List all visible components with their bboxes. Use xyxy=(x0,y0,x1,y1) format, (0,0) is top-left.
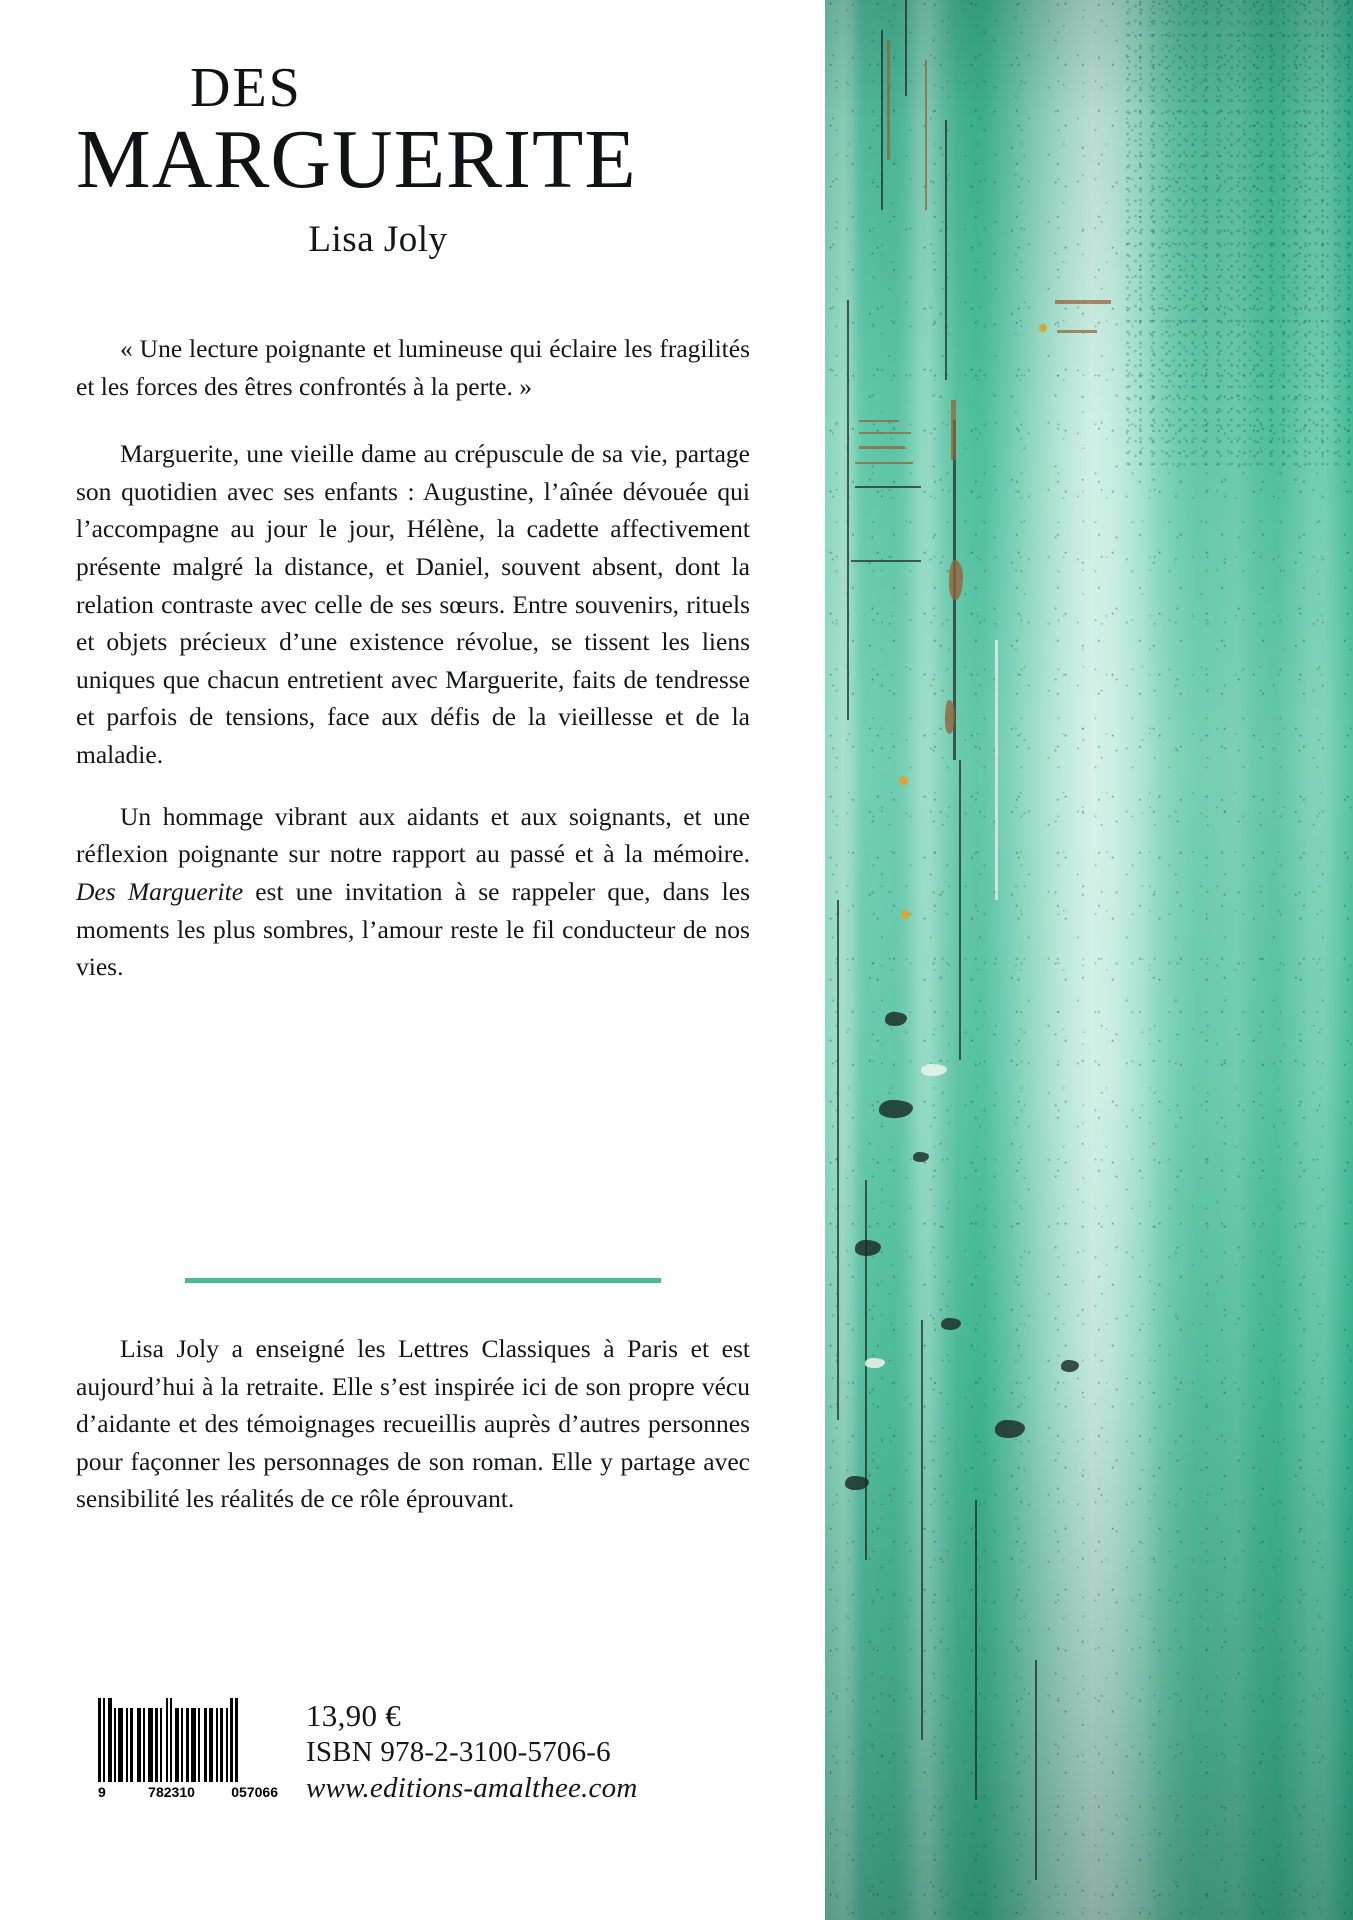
section-divider xyxy=(185,1278,661,1283)
artwork-scratch xyxy=(887,40,890,160)
publisher-website: www.editions-amalthee.com xyxy=(306,1771,638,1804)
artwork-scratch xyxy=(859,420,899,422)
cover-artwork-panel xyxy=(825,0,1353,1920)
artwork-scratch xyxy=(1055,300,1111,304)
artwork-gold-speck xyxy=(1039,324,1047,332)
title-block xyxy=(76,57,756,206)
artwork-scratch xyxy=(975,1500,977,1800)
barcode-lead-digit: 9 xyxy=(98,1784,106,1800)
barcode-bars xyxy=(98,1698,280,1782)
artwork-scratch xyxy=(859,446,905,449)
book-title-line-2: MARGUERITE xyxy=(76,113,637,206)
artwork-scratch xyxy=(837,900,839,1420)
footer-block xyxy=(98,1698,738,1848)
artwork-scratch xyxy=(847,300,849,720)
press-quote: « Une lecture poignante et lumineuse qui éclaire les fragilités et les forces des êtres confrontés à la perte. » xyxy=(76,334,750,401)
synopsis-paragraph-2 xyxy=(76,798,750,986)
barcode xyxy=(98,1698,280,1800)
barcode-digits-right: 057066 xyxy=(231,1784,278,1800)
artwork-scratch xyxy=(951,400,956,460)
artwork-gold-speck xyxy=(901,910,910,919)
artwork-scratch xyxy=(959,760,961,1060)
inline-book-title: Des Marguerite xyxy=(76,876,244,906)
author-bio-area xyxy=(76,1330,750,1518)
artwork-scratch xyxy=(855,462,913,464)
price-label: 13,90 € xyxy=(306,1698,402,1733)
book-title-line-1: DES xyxy=(190,57,302,119)
artwork-scratch xyxy=(855,486,921,488)
blurb-area xyxy=(76,330,750,986)
artwork-gold-speck xyxy=(899,776,908,785)
artwork-scratch xyxy=(925,60,927,210)
artwork-scratch xyxy=(859,432,911,434)
artwork-scratch xyxy=(921,1320,923,1740)
artwork-scratch xyxy=(1035,1660,1037,1880)
synopsis-paragraph-1: Marguerite, une vieille dame au crépuscule de sa vie, partage son quotidien avec ses enfants : Augustine, l’aînée dévouée qui l’accompagne au jour le jour, Hélène, la cadette affectivement présente malgré la distance, et Daniel, souvent absent, dont la relation contraste avec celle de ses sœurs. Entre souvenirs, rituels et objets précieux d’une existence révolue, se tissent les liens uniques que chacun entretient avec Marguerite, faits de tendresse et parfois de tensions, face aux défis de la vieillesse et de la maladie. xyxy=(76,439,750,770)
artwork-scratch xyxy=(995,640,998,900)
artwork-scratch xyxy=(945,120,947,380)
artwork-scratch xyxy=(1057,330,1097,333)
artwork-scratch xyxy=(881,30,883,210)
author-biography: Lisa Joly a enseigné les Lettres Classiques à Paris et est aujourd’hui à la retraite. Elle s’est inspirée ici de son propre vécu d’aidante et des témoignages recueillis auprès d’autres personnes pour façonner les personnages de son roman. Elle y partage avec sensibilité les réalités de ce rôle éprouvant. xyxy=(76,1334,750,1514)
author-name: Lisa Joly xyxy=(308,219,448,260)
artwork-scratch xyxy=(851,560,921,562)
synopsis-p2-text-after: est une invitation à se rappeler que, dans les moments les plus sombres, l’amour reste le fil conducteur de nos vies. xyxy=(76,876,750,982)
barcode-digits xyxy=(98,1784,280,1800)
artwork-crackle-patch xyxy=(1125,0,1353,470)
synopsis-p2-text-before: Un hommage vibrant aux aidants et aux soignants, et une réflexion poignante sur notre rapport au passé et à la mémoire. xyxy=(76,801,750,869)
publication-info xyxy=(306,1698,637,1806)
artwork-scratch xyxy=(865,1180,867,1560)
barcode-digits-left: 782310 xyxy=(148,1784,195,1800)
isbn-label: ISBN 978-2-3100-5706-6 xyxy=(306,1735,611,1768)
artwork-scratch xyxy=(905,0,907,96)
